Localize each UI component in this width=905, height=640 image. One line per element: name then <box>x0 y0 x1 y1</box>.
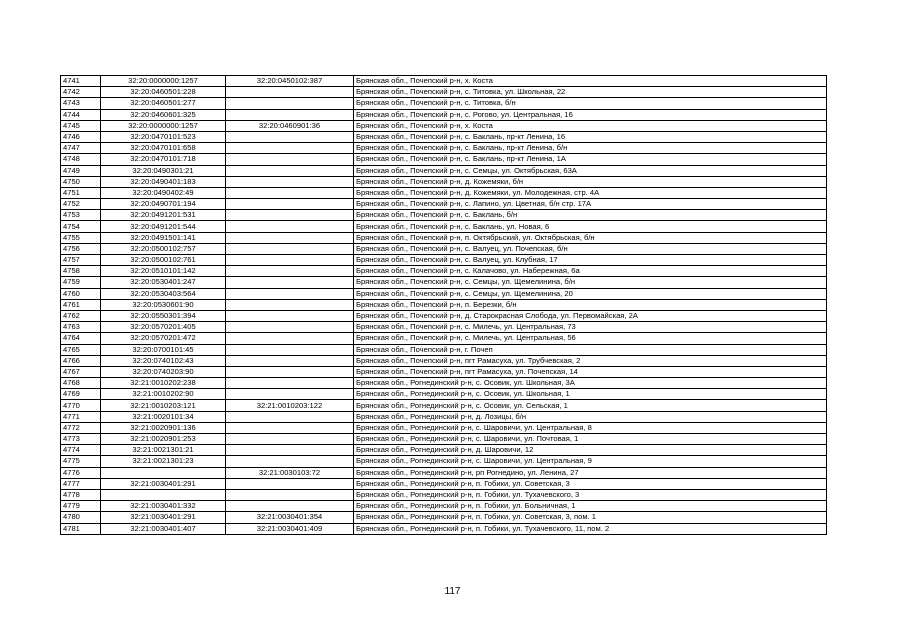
table-row <box>61 378 827 389</box>
address-cell: Брянская обл., Рогнединский р-н, д. Шаровичи, 12 <box>354 445 827 456</box>
table-row <box>61 165 827 176</box>
table-row <box>61 489 827 500</box>
page-number: 117 <box>444 586 461 597</box>
table-row <box>61 255 827 266</box>
row-number-cell: 4763 <box>61 322 101 333</box>
address-cell: Брянская обл., Рогнединский р-н, с. Шаровичи, ул. Центральная, 9 <box>354 456 827 467</box>
object-cadastral-number-cell: 32:20:0450102:387 <box>226 76 354 87</box>
cadastral-number-cell: 32:21:0021301:21 <box>101 445 226 456</box>
row-number-cell: 4780 <box>61 512 101 523</box>
object-cadastral-number-cell <box>226 199 354 210</box>
address-cell: Брянская обл., Рогнединский р-н, с. Шаровичи, ул. Центральная, 8 <box>354 422 827 433</box>
cadastral-number-cell: 32:21:0010202:90 <box>101 389 226 400</box>
address-cell: Брянская обл., Почепский р-н, с. Баклань, б/н <box>354 210 827 221</box>
table-row <box>61 299 827 310</box>
object-cadastral-number-cell <box>226 221 354 232</box>
address-cell: Брянская обл., Почепский р-н, х. Коста <box>354 120 827 131</box>
cadastral-number-cell: 32:20:0490301:21 <box>101 165 226 176</box>
cadastral-number-cell: 32:20:0000000:1257 <box>101 120 226 131</box>
row-number-cell: 4753 <box>61 210 101 221</box>
cadastral-number-cell: 32:20:0490401:183 <box>101 176 226 187</box>
cadastral-number-cell: 32:20:0740203:90 <box>101 366 226 377</box>
row-number-cell: 4752 <box>61 199 101 210</box>
cadastral-number-cell: 32:20:0460601:325 <box>101 109 226 120</box>
address-cell: Брянская обл., Почепский р-н, д. Кожемяки, ул. Молодежная, стр. 4А <box>354 187 827 198</box>
cadastral-number-cell: 32:20:0570201:472 <box>101 333 226 344</box>
table-row <box>61 467 827 478</box>
address-cell: Брянская обл., Рогнединский р-н, п. Гобики, ул. Советская, 3 <box>354 478 827 489</box>
cadastral-number-cell: 32:21:0020901:136 <box>101 422 226 433</box>
address-cell: Брянская обл., Почепский р-н, с. Титовка, ул. Школьная, 22 <box>354 87 827 98</box>
address-cell: Брянская обл., Почепский р-н, с. Баклань, пр-кт Ленина, 1А <box>354 154 827 165</box>
table-row <box>61 512 827 523</box>
address-cell: Брянская обл., Рогнединский р-н, д. Лозицы, б/н <box>354 411 827 422</box>
row-number-cell: 4751 <box>61 187 101 198</box>
table-row <box>61 333 827 344</box>
address-cell: Брянская обл., Рогнединский р-н, с. Осовик, ул. Школьная, 1 <box>354 389 827 400</box>
cadastral-number-cell <box>101 489 226 500</box>
row-number-cell: 4770 <box>61 400 101 411</box>
row-number-cell: 4781 <box>61 523 101 534</box>
cadastral-number-cell: 32:20:0700101:45 <box>101 344 226 355</box>
cadastral-number-cell: 32:20:0510101:142 <box>101 266 226 277</box>
address-cell: Брянская обл., Почепский р-н, пгт Рамасуха, ул. Трубчевская, 2 <box>354 355 827 366</box>
table-row <box>61 243 827 254</box>
address-cell: Брянская обл., Почепский р-н, д. Кожемяки, б/н <box>354 176 827 187</box>
table-row <box>61 288 827 299</box>
object-cadastral-number-cell <box>226 143 354 154</box>
table-row <box>61 277 827 288</box>
table-row <box>61 187 827 198</box>
cadastral-number-cell: 32:20:0470101:658 <box>101 143 226 154</box>
cadastral-number-cell: 32:20:0460501:277 <box>101 98 226 109</box>
cadastral-number-cell: 32:21:0020901:253 <box>101 434 226 445</box>
object-cadastral-number-cell <box>226 333 354 344</box>
object-cadastral-number-cell <box>226 154 354 165</box>
object-cadastral-number-cell <box>226 98 354 109</box>
object-cadastral-number-cell <box>226 310 354 321</box>
cadastral-number-cell: 32:21:0010202:238 <box>101 378 226 389</box>
object-cadastral-number-cell <box>226 87 354 98</box>
address-cell: Брянская обл., Почепский р-н, с. Семцы, ул. Щемелинина, 20 <box>354 288 827 299</box>
object-cadastral-number-cell <box>226 445 354 456</box>
cadastral-number-cell: 32:21:0030401:332 <box>101 501 226 512</box>
cadastral-number-cell: 32:20:0491201:531 <box>101 210 226 221</box>
object-cadastral-number-cell <box>226 277 354 288</box>
address-cell: Брянская обл., Почепский р-н, с. Баклань, ул. Новая, 6 <box>354 221 827 232</box>
address-cell: Брянская обл., Рогнединский р-н, рп Рогнедино, ул. Ленина, 27 <box>354 467 827 478</box>
address-cell: Брянская обл., Рогнединский р-н, с. Осовик, ул. Школьная, 3А <box>354 378 827 389</box>
address-cell: Брянская обл., Почепский р-н, с. Титовка, б/н <box>354 98 827 109</box>
address-cell: Брянская обл., Почепский р-н, с. Баклань, пр-кт Ленина, б/н <box>354 143 827 154</box>
table-row <box>61 366 827 377</box>
table-row <box>61 199 827 210</box>
object-cadastral-number-cell <box>226 501 354 512</box>
object-cadastral-number-cell <box>226 411 354 422</box>
table-row <box>61 210 827 221</box>
object-cadastral-number-cell <box>226 322 354 333</box>
address-cell: Брянская обл., Рогнединский р-н, п. Гобики, ул. Тухачевского, 3 <box>354 489 827 500</box>
row-number-cell: 4745 <box>61 120 101 131</box>
cadastral-number-cell: 32:20:0500102:757 <box>101 243 226 254</box>
row-number-cell: 4765 <box>61 344 101 355</box>
cadastral-number-cell: 32:20:0491501:141 <box>101 232 226 243</box>
object-cadastral-number-cell: 32:21:0030401:409 <box>226 523 354 534</box>
row-number-cell: 4754 <box>61 221 101 232</box>
table-row <box>61 322 827 333</box>
address-cell: Брянская обл., Рогнединский р-н, п. Гобики, ул. Тухачевского, 11, пом. 2 <box>354 523 827 534</box>
cadastral-number-cell: 32:20:0470101:523 <box>101 131 226 142</box>
table-row <box>61 176 827 187</box>
object-cadastral-number-cell <box>226 255 354 266</box>
table-body <box>61 76 827 535</box>
object-cadastral-number-cell <box>226 232 354 243</box>
cadastral-number-cell <box>101 467 226 478</box>
row-number-cell: 4755 <box>61 232 101 243</box>
cadastral-table <box>60 75 827 535</box>
row-number-cell: 4766 <box>61 355 101 366</box>
table-row <box>61 98 827 109</box>
cadastral-number-cell: 32:21:0030401:291 <box>101 512 226 523</box>
row-number-cell: 4747 <box>61 143 101 154</box>
table-row <box>61 221 827 232</box>
row-number-cell: 4756 <box>61 243 101 254</box>
object-cadastral-number-cell: 32:21:0010203:122 <box>226 400 354 411</box>
table-row <box>61 389 827 400</box>
row-number-cell: 4759 <box>61 277 101 288</box>
row-number-cell: 4741 <box>61 76 101 87</box>
address-cell: Брянская обл., Почепский р-н, с. Рогово, ул. Центральная, 16 <box>354 109 827 120</box>
object-cadastral-number-cell <box>226 176 354 187</box>
table-row <box>61 87 827 98</box>
row-number-cell: 4771 <box>61 411 101 422</box>
address-cell: Брянская обл., Почепский р-н, с. Калачово, ул. Набережная, 6а <box>354 266 827 277</box>
row-number-cell: 4744 <box>61 109 101 120</box>
object-cadastral-number-cell <box>226 210 354 221</box>
object-cadastral-number-cell <box>226 243 354 254</box>
object-cadastral-number-cell <box>226 187 354 198</box>
row-number-cell: 4743 <box>61 98 101 109</box>
cadastral-number-cell: 32:20:0490701:194 <box>101 199 226 210</box>
address-cell: Брянская обл., Почепский р-н, х. Коста <box>354 76 827 87</box>
row-number-cell: 4779 <box>61 501 101 512</box>
table-row <box>61 445 827 456</box>
address-cell: Брянская обл., Почепский р-н, с. Валуец, ул. Клубная, 17 <box>354 255 827 266</box>
object-cadastral-number-cell <box>226 299 354 310</box>
row-number-cell: 4749 <box>61 165 101 176</box>
cadastral-number-cell: 32:21:0030401:407 <box>101 523 226 534</box>
object-cadastral-number-cell <box>226 131 354 142</box>
table-row <box>61 266 827 277</box>
cadastral-number-cell: 32:21:0020101:34 <box>101 411 226 422</box>
row-number-cell: 4777 <box>61 478 101 489</box>
row-number-cell: 4761 <box>61 299 101 310</box>
cadastral-number-cell: 32:20:0530403:564 <box>101 288 226 299</box>
object-cadastral-number-cell <box>226 109 354 120</box>
table-row <box>61 501 827 512</box>
cadastral-number-cell: 32:20:0460501:228 <box>101 87 226 98</box>
object-cadastral-number-cell: 32:21:0030103:72 <box>226 467 354 478</box>
cadastral-number-cell: 32:21:0010203:121 <box>101 400 226 411</box>
table-row <box>61 411 827 422</box>
row-number-cell: 4772 <box>61 422 101 433</box>
row-number-cell: 4768 <box>61 378 101 389</box>
table-row <box>61 478 827 489</box>
object-cadastral-number-cell <box>226 344 354 355</box>
row-number-cell: 4762 <box>61 310 101 321</box>
table-row <box>61 344 827 355</box>
table-row <box>61 400 827 411</box>
cadastral-number-cell: 32:20:0000000:1257 <box>101 76 226 87</box>
address-cell: Брянская обл., Почепский р-н, пгт Рамасуха, ул. Почепская, 14 <box>354 366 827 377</box>
cadastral-number-cell: 32:20:0740102:43 <box>101 355 226 366</box>
object-cadastral-number-cell: 32:20:0460901:36 <box>226 120 354 131</box>
object-cadastral-number-cell <box>226 434 354 445</box>
table-row <box>61 434 827 445</box>
object-cadastral-number-cell <box>226 422 354 433</box>
address-cell: Брянская обл., Рогнединский р-н, п. Гобики, ул. Больничная, 1 <box>354 501 827 512</box>
cadastral-number-cell: 32:20:0530401:247 <box>101 277 226 288</box>
address-cell: Брянская обл., Почепский р-н, с. Семцы, ул. Щемелинина, б/н <box>354 277 827 288</box>
row-number-cell: 4774 <box>61 445 101 456</box>
row-number-cell: 4773 <box>61 434 101 445</box>
row-number-cell: 4778 <box>61 489 101 500</box>
object-cadastral-number-cell <box>226 165 354 176</box>
row-number-cell: 4758 <box>61 266 101 277</box>
address-cell: Брянская обл., Почепский р-н, с. Милечь, ул. Центральная, 73 <box>354 322 827 333</box>
row-number-cell: 4775 <box>61 456 101 467</box>
object-cadastral-number-cell <box>226 355 354 366</box>
row-number-cell: 4742 <box>61 87 101 98</box>
address-cell: Брянская обл., Почепский р-н, п. Октябрьский, ул. Октябрьская, б/н <box>354 232 827 243</box>
table-row <box>61 76 827 87</box>
object-cadastral-number-cell <box>226 489 354 500</box>
object-cadastral-number-cell <box>226 389 354 400</box>
object-cadastral-number-cell <box>226 366 354 377</box>
table-row <box>61 154 827 165</box>
row-number-cell: 4757 <box>61 255 101 266</box>
address-cell: Брянская обл., Почепский р-н, г. Почеп <box>354 344 827 355</box>
table-row <box>61 310 827 321</box>
address-cell: Брянская обл., Почепский р-н, с. Милечь, ул. Центральная, 56 <box>354 333 827 344</box>
address-cell: Брянская обл., Почепский р-н, с. Семцы, ул. Октябрьская, 63А <box>354 165 827 176</box>
row-number-cell: 4769 <box>61 389 101 400</box>
table-row <box>61 456 827 467</box>
object-cadastral-number-cell <box>226 378 354 389</box>
address-cell: Брянская обл., Рогнединский р-н, п. Гобики, ул. Советская, 3, пом. 1 <box>354 512 827 523</box>
table-row <box>61 120 827 131</box>
table-row <box>61 232 827 243</box>
object-cadastral-number-cell <box>226 456 354 467</box>
cadastral-number-cell: 32:20:0570201:405 <box>101 322 226 333</box>
cadastral-number-cell: 32:20:0500102:761 <box>101 255 226 266</box>
row-number-cell: 4764 <box>61 333 101 344</box>
table-row <box>61 422 827 433</box>
address-cell: Брянская обл., Рогнединский р-н, с. Осовик, ул. Сельская, 1 <box>354 400 827 411</box>
row-number-cell: 4746 <box>61 131 101 142</box>
row-number-cell: 4750 <box>61 176 101 187</box>
table-row <box>61 109 827 120</box>
cadastral-number-cell: 32:20:0491201:544 <box>101 221 226 232</box>
table-row <box>61 143 827 154</box>
cadastral-number-cell: 32:20:0490402:49 <box>101 187 226 198</box>
cadastral-number-cell: 32:21:0030401:291 <box>101 478 226 489</box>
address-cell: Брянская обл., Рогнединский р-н, с. Шаровичи, ул. Почтовая, 1 <box>354 434 827 445</box>
row-number-cell: 4748 <box>61 154 101 165</box>
cadastral-number-cell: 32:20:0530601:90 <box>101 299 226 310</box>
address-cell: Брянская обл., Почепский р-н, с. Валуец, ул. Почепская, б/н <box>354 243 827 254</box>
cadastral-number-cell: 32:20:0550301:394 <box>101 310 226 321</box>
row-number-cell: 4776 <box>61 467 101 478</box>
cadastral-number-cell: 32:20:0470101:718 <box>101 154 226 165</box>
object-cadastral-number-cell <box>226 266 354 277</box>
table-row <box>61 523 827 534</box>
cadastral-number-cell: 32:21:0021301:23 <box>101 456 226 467</box>
address-cell: Брянская обл., Почепский р-н, с. Баклань, пр-кт Ленина, 16 <box>354 131 827 142</box>
object-cadastral-number-cell <box>226 478 354 489</box>
table-row <box>61 131 827 142</box>
object-cadastral-number-cell: 32:21:0030401:354 <box>226 512 354 523</box>
row-number-cell: 4760 <box>61 288 101 299</box>
object-cadastral-number-cell <box>226 288 354 299</box>
address-cell: Брянская обл., Почепский р-н, д. Старокрасная Слобода, ул. Первомайская, 2А <box>354 310 827 321</box>
table-row <box>61 355 827 366</box>
address-cell: Брянская обл., Почепский р-н, с. Лапино, ул. Цветная, б/н стр. 17А <box>354 199 827 210</box>
row-number-cell: 4767 <box>61 366 101 377</box>
address-cell: Брянская обл., Почепский р-н, п. Березки, б/н <box>354 299 827 310</box>
